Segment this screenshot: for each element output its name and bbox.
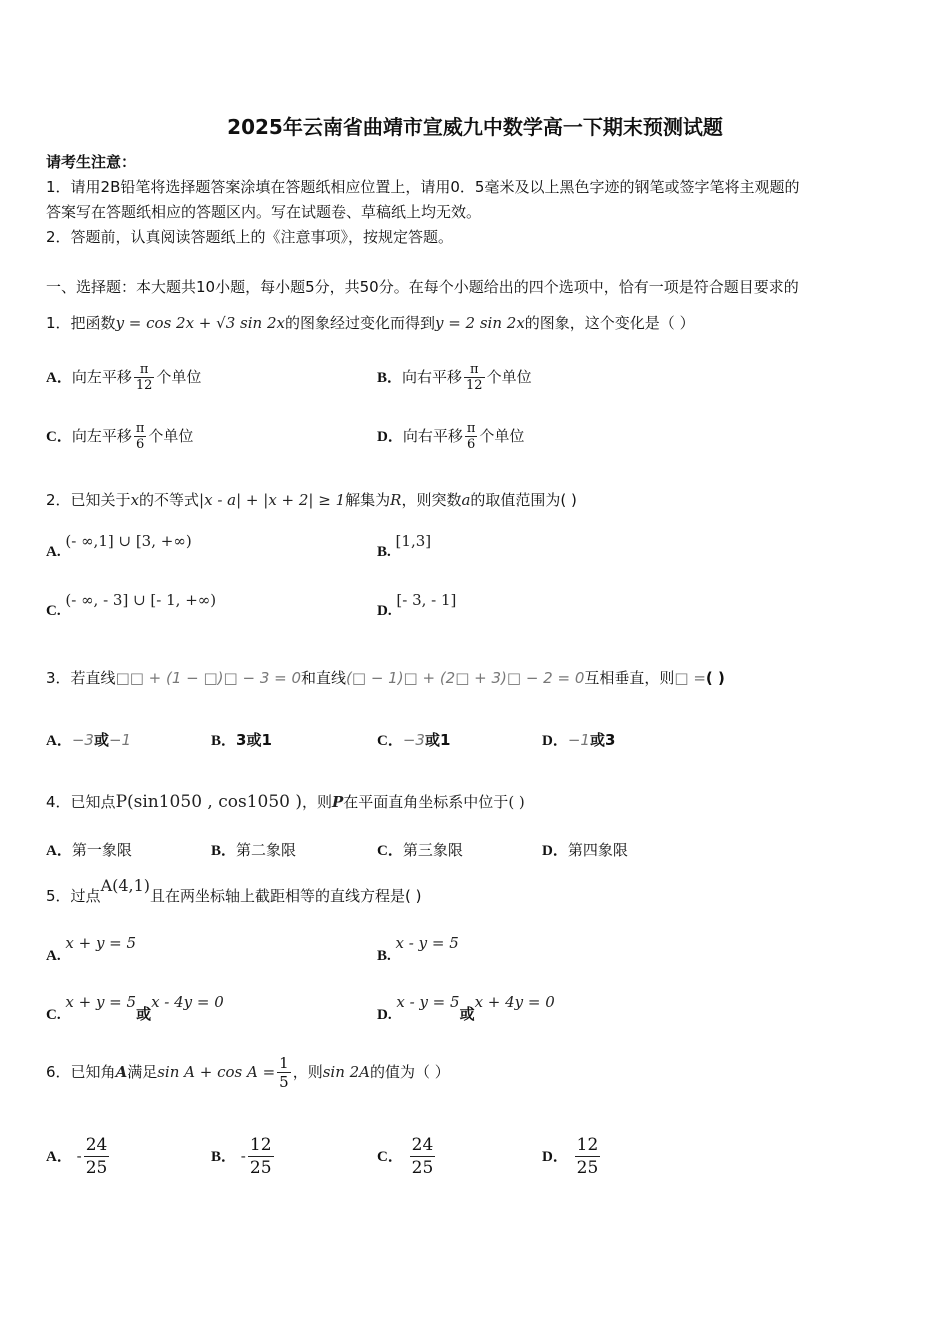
- sign: -: [76, 1147, 82, 1165]
- question-text: ，则: [302, 793, 333, 811]
- fraction-numerator: π: [135, 421, 145, 436]
- question-number: 2．: [46, 491, 71, 509]
- formula: (- ∞, - 3] ∪ [- 1, +∞): [65, 591, 217, 609]
- option-label: B．: [211, 843, 237, 859]
- option-text: 第一象限: [71, 841, 132, 859]
- option-text: 第二象限: [236, 841, 297, 859]
- formula: [1,3]: [395, 532, 432, 550]
- option-d[interactable]: [542, 840, 628, 861]
- fraction-denominator: 25: [576, 1158, 599, 1178]
- variable: a: [461, 491, 471, 509]
- option-b[interactable]: [377, 532, 432, 562]
- fraction-numerator: 12: [576, 1135, 599, 1155]
- option-c[interactable]: [377, 730, 450, 751]
- formula: (□ − 1)□ + (2□ + 3)□ − 2 = 0: [346, 669, 585, 687]
- fraction-numerator: π: [134, 362, 155, 378]
- fraction: [248, 1134, 274, 1179]
- option-label: C．: [377, 1149, 403, 1165]
- formula: x + y = 5: [65, 993, 137, 1011]
- fraction-denominator: 25: [85, 1158, 108, 1178]
- notice-header: 请考生注意：: [46, 153, 137, 171]
- option-label: D.: [377, 603, 392, 619]
- formula: □ =: [674, 669, 706, 687]
- formula: □□ + (1 − □)□ − 3 = 0: [115, 669, 302, 687]
- option-label: A.: [46, 948, 61, 964]
- fraction-denominator: 25: [411, 1158, 434, 1178]
- option-label: D.: [377, 1007, 392, 1023]
- option-label: A.: [46, 544, 61, 560]
- fraction: [465, 421, 478, 452]
- option-text: 个单位: [479, 427, 525, 445]
- formula: sin A + cos A =: [157, 1063, 276, 1081]
- option-label: C．: [377, 843, 403, 859]
- question-number: 6．: [46, 1063, 71, 1081]
- question-1: [46, 313, 695, 333]
- option-a[interactable]: [46, 1134, 111, 1179]
- option-text: 或3: [589, 731, 616, 749]
- option-d[interactable]: [377, 993, 555, 1025]
- question-text: ，则: [292, 1063, 323, 1081]
- sign: -: [240, 1147, 246, 1165]
- variable: A: [115, 1063, 128, 1081]
- option-label: D．: [542, 843, 568, 859]
- option-b[interactable]: [377, 362, 532, 393]
- notice-line-1: 1．请用2B铅笔将选择题答案涂填在答题纸相应位置上，请用0．5毫米及以上黑色字迹的钢笔或签字笔将主观题的: [46, 178, 800, 196]
- option-label: A．: [46, 843, 72, 859]
- question-number: 1．: [46, 314, 71, 332]
- option-label: A．: [46, 733, 72, 749]
- option-text: 向左平移: [71, 427, 132, 445]
- notice-line-2: 答案写在答题纸相应的答题区内。写在试题卷、草稿纸上均无效。: [46, 203, 482, 221]
- question-5: [46, 876, 422, 906]
- question-6: [46, 1054, 450, 1091]
- question-text: 且在两坐标轴上截距相等的直线方程是( ): [150, 887, 422, 905]
- option-text: 个单位: [486, 368, 532, 386]
- option-text: 第三象限: [402, 841, 463, 859]
- option-text: 向左平移: [71, 368, 132, 386]
- fraction-denominator: 6: [135, 437, 145, 452]
- page-title: 2025年云南省曲靖市宣威九中数学高一下期末预测试题: [227, 115, 723, 139]
- fraction-numerator: 1: [279, 1054, 289, 1072]
- question-text: 已知点: [70, 793, 116, 811]
- option-value: 3或1: [236, 731, 272, 749]
- option-text: 或: [93, 731, 109, 749]
- option-label: A．: [46, 370, 72, 386]
- fraction-denominator: 5: [279, 1073, 289, 1091]
- option-a[interactable]: [46, 730, 131, 751]
- option-text: 向右平移: [402, 427, 463, 445]
- fraction: [134, 421, 147, 452]
- formula: [- 3, - 1]: [396, 591, 457, 609]
- question-text: 的图象，这个变化是（ ）: [524, 314, 695, 332]
- question-3: [46, 668, 725, 688]
- formula: x - y = 5: [396, 993, 460, 1011]
- formula: (- ∞,1] ∪ [3, +∞): [65, 532, 192, 550]
- question-text: 把函数: [70, 314, 116, 332]
- option-label: C.: [46, 603, 61, 619]
- question-text: 已知角: [70, 1063, 116, 1081]
- fraction: [575, 1134, 601, 1179]
- formula: y = 2 sin 2x: [434, 314, 525, 332]
- option-c[interactable]: [377, 840, 463, 861]
- formula: ( ): [508, 793, 525, 811]
- variable: x: [130, 491, 140, 509]
- option-a[interactable]: [46, 362, 201, 393]
- question-number: 4．: [46, 793, 71, 811]
- option-b[interactable]: [211, 840, 296, 861]
- variable: P: [332, 793, 344, 811]
- option-text: 向右平移: [402, 368, 463, 386]
- option-label: D．: [542, 733, 568, 749]
- option-d[interactable]: [542, 1134, 602, 1179]
- fraction: [464, 362, 485, 393]
- fraction-numerator: π: [464, 362, 485, 378]
- option-label: B．: [211, 733, 237, 749]
- question-text: ( ): [705, 669, 725, 687]
- variable: R: [390, 491, 402, 509]
- question-number: 3．: [46, 669, 71, 687]
- question-text: 的图象经过变化而得到: [284, 314, 435, 332]
- option-c[interactable]: [46, 993, 224, 1025]
- option-a[interactable]: [46, 532, 192, 562]
- question-text: 和直线: [301, 669, 347, 687]
- formula: sin 2A: [322, 1063, 371, 1081]
- fraction-numerator: 24: [85, 1135, 108, 1155]
- formula: P(sin1050 , cos1050 ): [115, 792, 302, 812]
- formula: x - 4y = 0: [151, 993, 224, 1011]
- option-label: A．: [46, 1149, 72, 1165]
- option-d[interactable]: [542, 730, 615, 751]
- formula: x + 4y = 0: [474, 993, 555, 1011]
- option-label: B.: [377, 544, 391, 560]
- option-text: 个单位: [148, 427, 194, 445]
- option-label: D．: [377, 429, 403, 445]
- question-text: 的值为（ ）: [370, 1063, 450, 1081]
- fraction-numerator: 12: [249, 1135, 272, 1155]
- option-a[interactable]: [46, 840, 132, 861]
- formula: y = cos 2x + √3 sin 2x: [115, 314, 285, 332]
- fraction-denominator: 12: [135, 378, 153, 393]
- option-label: C．: [377, 733, 403, 749]
- option-text: 或1: [424, 731, 451, 749]
- option-value: −3: [71, 731, 94, 749]
- question-text: 在平面直角坐标系中位于: [343, 793, 509, 811]
- question-text: 互相垂直，则: [584, 669, 675, 687]
- question-2: [46, 490, 577, 510]
- option-d[interactable]: [377, 421, 524, 452]
- fraction: [277, 1054, 291, 1091]
- option-text: 或: [136, 1005, 152, 1023]
- option-b[interactable]: [211, 1134, 276, 1179]
- option-text: 或: [459, 1005, 475, 1023]
- option-a[interactable]: [46, 934, 137, 966]
- fraction-numerator: π: [466, 421, 476, 436]
- fraction-numerator: 24: [411, 1135, 434, 1155]
- formula: x + y = 5: [65, 934, 137, 952]
- section-header: 一、选择题：本大题共10小题，每小题5分，共50分。在每个小题给出的四个选项中，恰有一项是符合题目要求的: [46, 278, 799, 296]
- fraction-denominator: 12: [466, 378, 483, 393]
- option-text: 个单位: [156, 368, 202, 386]
- option-label: C．: [46, 429, 72, 445]
- formula: A(4,1): [100, 876, 151, 895]
- option-value: −3: [402, 731, 425, 749]
- option-label: B.: [377, 948, 391, 964]
- question-text: 满足: [127, 1063, 158, 1081]
- question-text: 已知关于: [70, 491, 131, 509]
- question-4: [46, 792, 525, 812]
- option-label: C.: [46, 1007, 61, 1023]
- question-text: 的不等式: [139, 491, 200, 509]
- notice-line-3: 2．答题前，认真阅读答题纸上的《注意事项》，按规定答题。: [46, 228, 454, 246]
- question-text: ，则突数: [401, 491, 462, 509]
- option-c[interactable]: [377, 1134, 437, 1179]
- question-number: 5．: [46, 887, 71, 905]
- fraction: [410, 1134, 436, 1179]
- fraction: [134, 362, 155, 393]
- option-c[interactable]: [46, 591, 217, 621]
- option-label: D．: [542, 1149, 568, 1165]
- fraction-denominator: 6: [466, 437, 476, 452]
- option-b[interactable]: [377, 934, 459, 966]
- question-text: 解集为: [345, 491, 391, 509]
- question-text: 若直线: [70, 669, 116, 687]
- option-d[interactable]: [377, 591, 457, 621]
- fraction: [84, 1134, 110, 1179]
- option-text: 第四象限: [567, 841, 628, 859]
- option-value: −1: [108, 731, 132, 749]
- option-value: −1: [567, 731, 590, 749]
- formula: |x - a| + |x + 2| ≥ 1: [199, 491, 346, 509]
- question-text: 过点: [70, 887, 101, 905]
- fraction-denominator: 25: [249, 1158, 272, 1178]
- formula: x - y = 5: [395, 934, 459, 952]
- option-label: B．: [211, 1149, 237, 1165]
- question-text: 的取值范围为( ): [470, 491, 577, 509]
- option-label: B．: [377, 370, 403, 386]
- option-b[interactable]: [211, 730, 272, 751]
- option-c[interactable]: [46, 421, 193, 452]
